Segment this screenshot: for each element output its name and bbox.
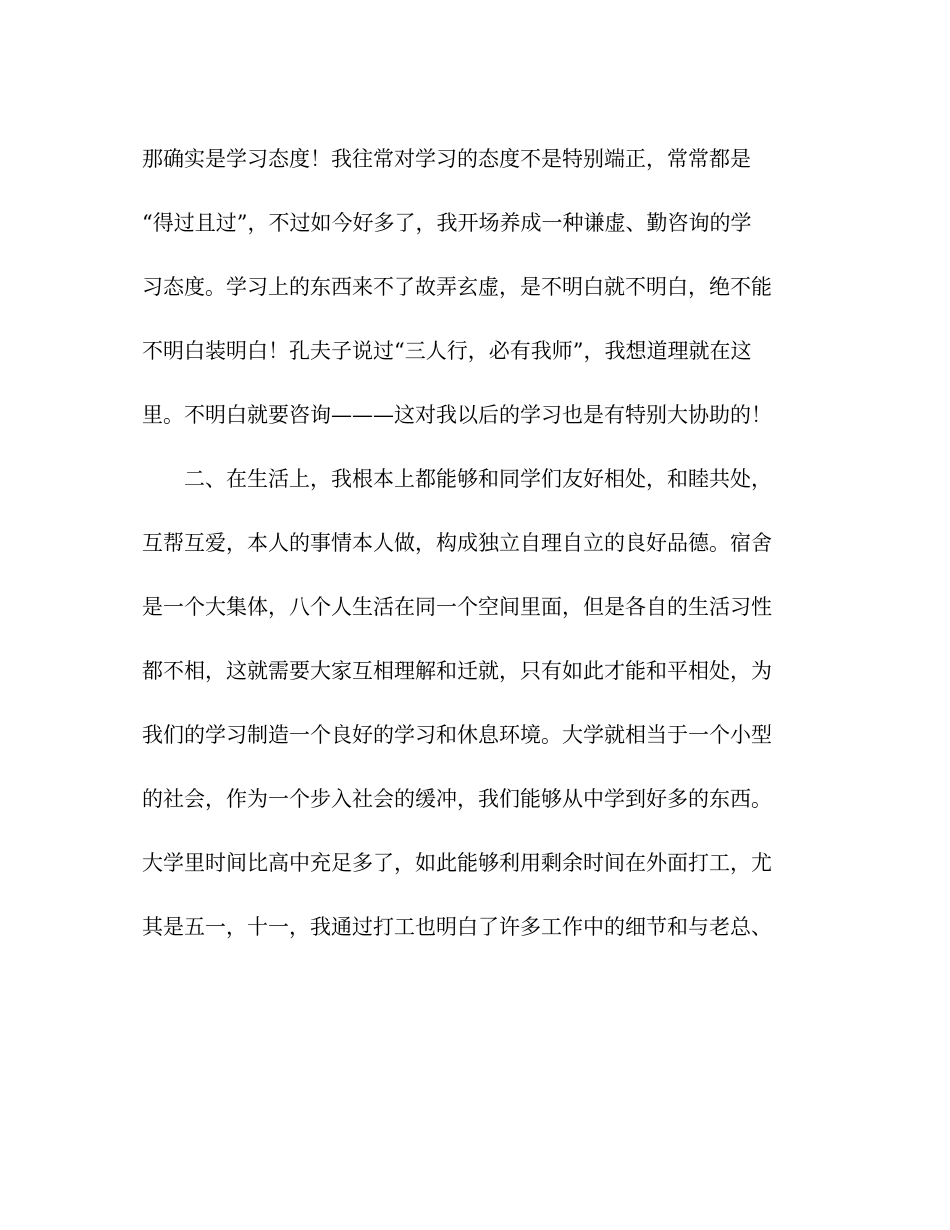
text-line: 互帮互爱，本人的事情本人做，构成独立自理自立的良好品德。宿舍 [142, 531, 772, 555]
text-line: 里。不明白就要咨询———这对我以后的学习也是有特别大协助的！ [142, 403, 772, 427]
text-line: 那确实是学习态度！我往常对学习的态度不是特别端正，常常都是 [142, 147, 751, 171]
text-line: “得过且过”，不过如今好多了，我开场养成一种谦虚、勤咨询的学 [142, 211, 752, 235]
text-line: 其是五一，十一，我通过打工也明白了许多工作中的细节和与老总、 [142, 915, 772, 939]
paragraph-start-line: 二、在生活上，我根本上都能够和同学们友好相处，和睦共处， [184, 467, 772, 491]
text-line: 是一个大集体，八个人生活在同一个空间里面，但是各自的生活习性 [142, 595, 772, 619]
text-line: 的社会，作为一个步入社会的缓冲，我们能够从中学到好多的东西。 [142, 787, 772, 811]
text-line: 我们的学习制造一个良好的学习和休息环境。大学就相当于一个小型 [142, 723, 772, 747]
text-line: 不明白装明白！孔夫子说过“三人行，必有我师”，我想道理就在这 [142, 339, 752, 363]
text-line: 习态度。学习上的东西来不了故弄玄虚，是不明白就不明白，绝不能 [142, 275, 772, 299]
text-line: 都不相，这就需要大家互相理解和迁就，只有如此才能和平相处，为 [142, 659, 772, 683]
text-line: 大学里时间比高中充足多了，如此能够利用剩余时间在外面打工，尤 [142, 851, 772, 875]
body-text [142, 139, 802, 971]
